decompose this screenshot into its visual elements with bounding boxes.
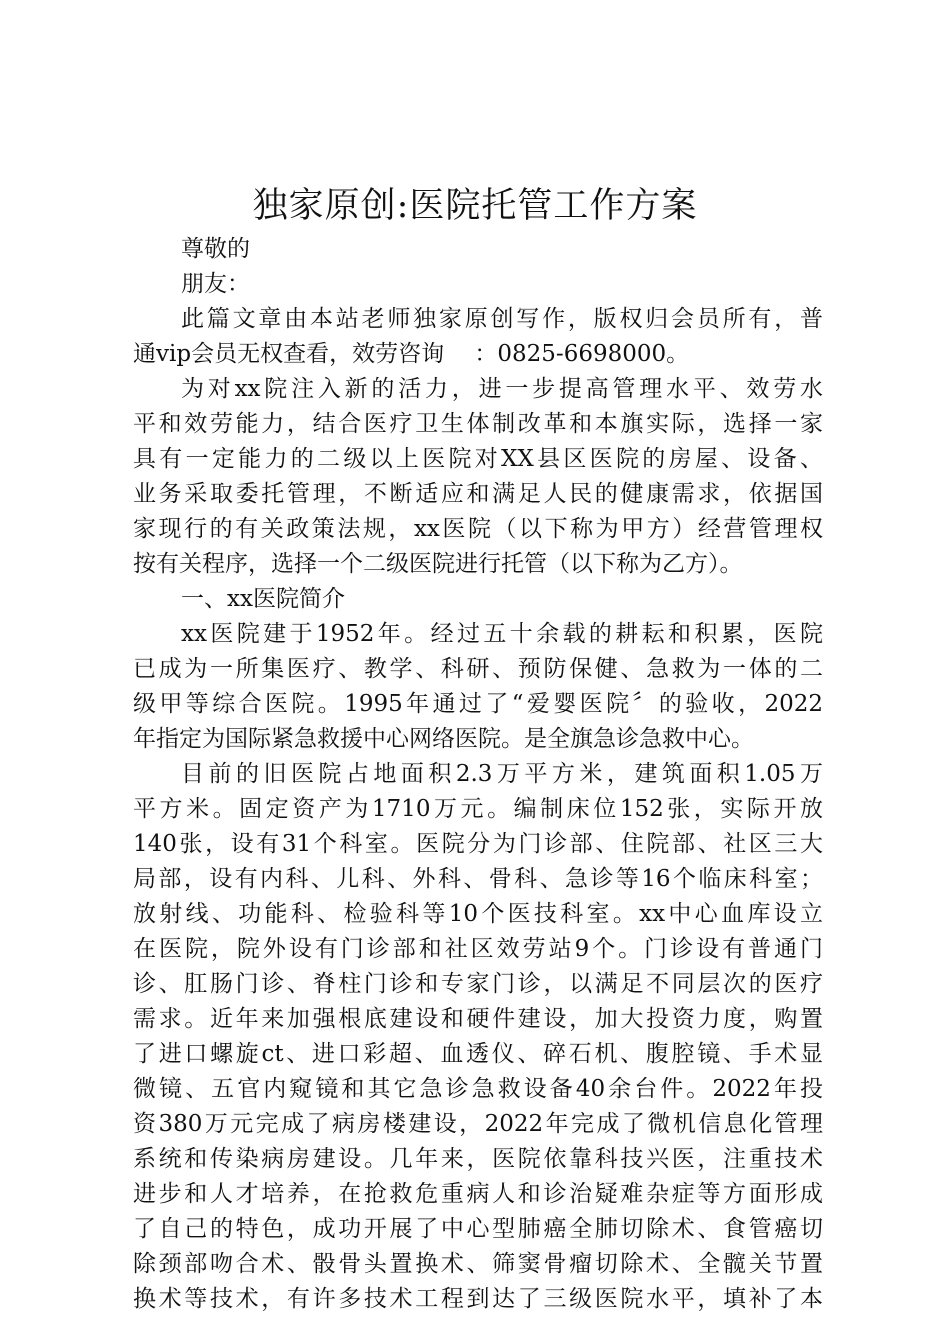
text-line: 平和效劳能力，结合医疗卫生体制改革和本旗实际，选择一家 [133,411,823,437]
document-body [133,232,823,1317]
text-line: 平方米。固定资产为1710万元。编制床位152张，实际开放 [133,796,823,822]
text-line: 此篇文章由本站老师独家原创写作，版权归会员所有，普 [181,306,823,332]
text-line: xx医院建于1952年。经过五十余载的耕耘和积累，医院 [181,621,823,647]
text-line: 级甲等综合医院。1995年通过了“爱婴医院〞的验收，2022 [133,691,823,717]
text-line: 需求。近年来加强根底建设和硬件建设，加大投资力度，购置 [133,1006,823,1032]
text-line: 了进口螺旋ct、进口彩超、血透仪、碎石机、腹腔镜、手术显 [133,1041,823,1067]
text-line: 在医院，院外设有门诊部和社区效劳站9个。门诊设有普通门 [133,936,823,962]
text-line: 朋友： [181,271,250,297]
text-line: 了自己的特色，成功开展了中心型肺癌全肺切除术、食管癌切 [133,1216,823,1242]
text-line: 尊敬的 [181,236,250,262]
text-line: 业务采取委托管理，不断适应和满足人民的健康需求，依据国 [133,481,823,507]
text-line: 放射线、功能科、检验科等10个医技科室。xx中心血库设立 [133,901,823,927]
text-line: 局部，设有内科、儿科、外科、骨科、急诊等16个临床科室； [133,866,823,892]
text-line: 微镜、五官内窥镜和其它急诊急救设备40余台件。2022年投 [133,1076,823,1102]
text-line: 诊、肛肠门诊、脊柱门诊和专家门诊，以满足不同层次的医疗 [133,971,823,997]
text-line: 家现行的有关政策法规，xx医院（以下称为甲方）经营管理权 [133,516,823,542]
text-line: 资380万元完成了病房楼建设，2022年完成了微机信息化管理 [133,1111,823,1137]
text-line: 已成为一所集医疗、教学、科研、预防保健、急救为一体的二 [133,656,823,682]
text-line: 年指定为国际紧急救援中心网络医院。是全旗急诊急救中心。 [133,726,754,752]
text-line: 按有关程序，选择一个二级医院进行托管（以下称为乙方）。 [133,551,743,577]
document-title: 独家原创:医院托管工作方案 [252,186,698,226]
text-line: 具有一定能力的二级以上医院对XX县区医院的房屋、设备、 [133,446,823,472]
text-line: 系统和传染病房建设。几年来，医院依靠科技兴医，注重技术 [133,1146,823,1172]
text-line: 一、xx医院简介 [181,586,345,612]
text-line: 换术等技术，有许多技术工程到达了三级医院水平，填补了本 [133,1286,823,1312]
text-line: 目前的旧医院占地面积2.3万平方米，建筑面积1.05万 [181,761,823,787]
text-line: 进步和人才培养，在抢救危重病人和诊治疑难杂症等方面形成 [133,1181,823,1207]
text-line: 除颈部吻合术、骰骨头置换术、筛窦骨瘤切除术、全髋关节置 [133,1251,823,1277]
text-line: 通vip会员无权查看，效劳咨询 ：0825-6698000。 [133,341,690,367]
text-line: 140张，设有31个科室。医院分为门诊部、住院部、社区三大 [133,831,823,857]
text-line: 为对xx院注入新的活力，进一步提高管理水平、效劳水 [181,376,823,402]
